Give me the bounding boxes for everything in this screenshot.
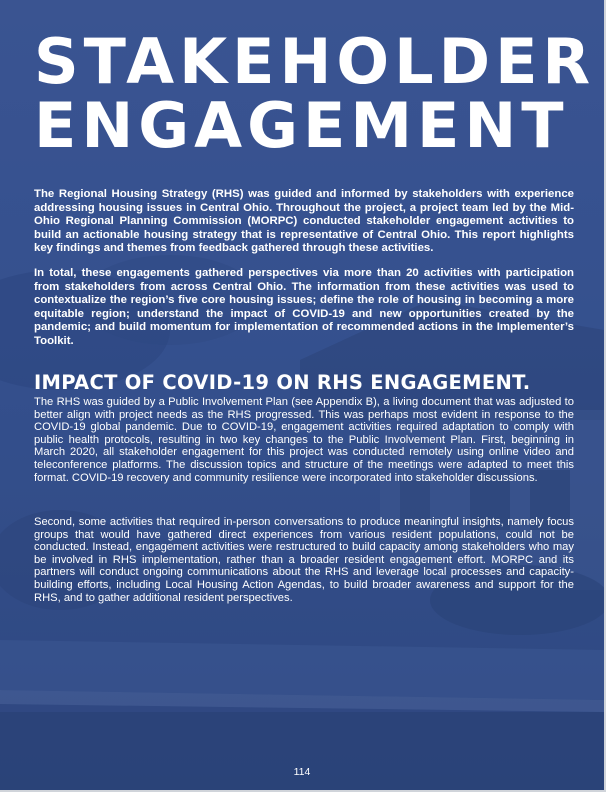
title-line-2: ENGAGEMENT (34, 89, 569, 162)
intro-paragraph-1: The Regional Housing Strategy (RHS) was guided and informed by stakeholders with experience addressing housing issues in Central Ohio. Throughout the project, a project team led by the Mid-Ohio Regional Planning Commission (MORPC) conducted stakeholder engagement activities to build an actionable housing strategy that is representative of Central Ohio. This report highlights key findings and themes from feedback gathered through these activities. (34, 188, 574, 255)
body-paragraph-2: Second, some activities that required in-person conversations to produce meaningful insights, namely focus groups that would have gathered direct experiences from various resident populations, could not be conducted. Instead, engagement activities were restructured to build capacity among stakeholders who may be involved in RHS implementation, rather than a broader resident engagement effort. MORPC and its partners will conduct ongoing communications about the RHS and leverage local processes and capacity-building efforts, including Local Housing Action Agendas, to build broader awareness and support for the RHS, and to gather additional resident perspectives. (34, 516, 574, 604)
intro-paragraph-2: In total, these engagements gathered perspectives via more than 20 activities with participation from stakeholders from across Central Ohio. The information from these activities was used to contextualize the region’s five core housing issues; define the role of housing in becoming a more equitable region; understand the impact of COVID-19 and new opportunities created by the pandemic; and build momentum for implementation of recommended actions in the Implementer’s Toolkit. (34, 267, 574, 347)
title-line-1: STAKEHOLDER (34, 25, 596, 98)
page-title (34, 25, 596, 162)
body-paragraph-1: The RHS was guided by a Public Involvement Plan (see Appendix B), a living document that was adjusted to better align with project needs as the RHS progressed. This was perhaps most evident in response to the COVID-19 global pandemic. Due to COVID-19, engagement activities required adaptation to comply with public health protocols, resulting in two key changes to the Public Involvement Plan. First, beginning in March 2020, all stakeholder engagement for this project was conducted remotely using online video and teleconference platforms. The discussion topics and structure of the meetings were adapted to meet this format. COVID-19 recovery and community resilience were incorporated into stakeholder discussions. (34, 396, 574, 484)
section-heading: IMPACT OF COVID-19 ON RHS ENGAGEMENT. (34, 371, 531, 394)
page-number: 114 (293, 766, 311, 778)
